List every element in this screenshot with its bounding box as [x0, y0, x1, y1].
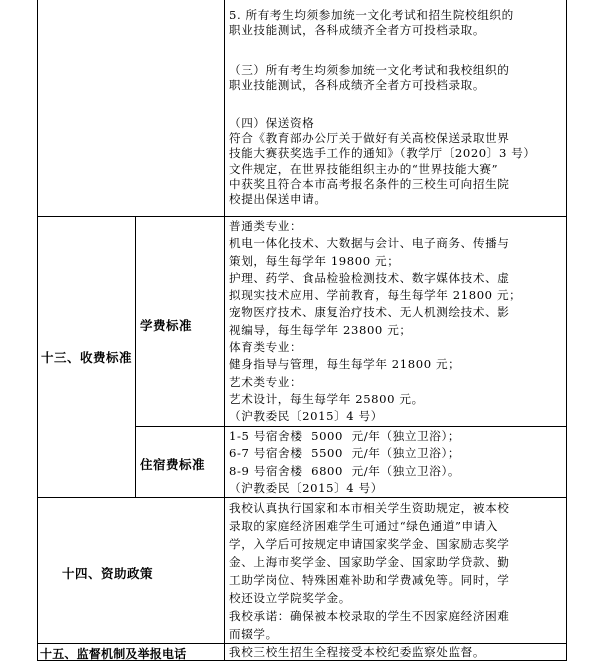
text-line: 5. 所有考生均须参加统一文化考试和招生院校组织的	[229, 8, 514, 22]
text-line: 职业技能测试，各科成绩齐全者方可投档录取。	[229, 78, 486, 93]
text-line: 我校认真执行国家和本市相关学生资助规定，被本校	[229, 501, 510, 515]
paragraph-5	[229, 8, 567, 38]
text-line: 我校三校生招生全程接受本校纪委监察处监督。	[229, 645, 486, 659]
text-line: 校提出保送申请。	[229, 192, 327, 207]
text-line: 金、上海市奖学金、国家助学金、国家助学贷款、勤	[229, 555, 510, 569]
row-divider-13-top	[37, 216, 567, 217]
text-line: 职业技能测试，各科成绩齐全者方可投档录取。	[229, 23, 486, 38]
supervision-content	[229, 645, 567, 660]
text-line: 符合《教育部办公厅关于做好有关高校保送录取世界	[229, 131, 510, 146]
column-divider-content	[224, 0, 225, 661]
row-divider-dorm-top	[135, 426, 567, 427]
text-line: 视编导，每生每学年 23800 元；	[229, 322, 412, 337]
text-line: 艺术设计，每生每学年 25800 元。	[229, 391, 424, 406]
paragraph-3	[229, 63, 567, 93]
text-line: 8-9 号宿舍楼 6800 元/年（独立卫浴）。	[229, 463, 461, 478]
text-line: 艺术类专业：	[229, 374, 303, 389]
text-line: 1-5 号宿舍楼 5000 元/年（独立卫浴）；	[229, 429, 461, 443]
section-15-label: 十五、监督机制及举报电话	[40, 647, 187, 661]
text-line: 体育类专业：	[229, 340, 303, 355]
paragraph-4-title: （四）保送资格	[229, 116, 315, 130]
text-line: 6-7 号宿舍楼 5500 元/年（独立卫浴）；	[229, 446, 461, 461]
dorm-fee-content	[229, 428, 567, 497]
row-divider-15-top	[37, 643, 567, 644]
tuition-label: 学费标准	[140, 318, 193, 333]
text-line: （沪教委民〔2015〕4 号）	[229, 409, 383, 424]
text-line: 技能大赛获奖选手工作的通知》（教学厅〔2020〕3 号）	[229, 146, 536, 161]
text-line: 策划，每生每学年 19800 元；	[229, 253, 400, 268]
text-line: 学，入学后可按规定申请国家奖学金、国家励志奖学	[229, 537, 510, 551]
aid-policy-content	[229, 499, 567, 643]
section-14-label: 十四、资助政策	[62, 566, 154, 581]
tuition-content	[229, 218, 567, 426]
text-line: 中获奖且符合本市高考报名条件的三校生可向招生院	[229, 176, 510, 191]
text-line: 护理、药学、食品检验检测技术、数字媒体技术、虚	[229, 270, 510, 285]
text-line: 文件规定，在世界技能组织主办的“世界技能大赛”	[229, 161, 499, 176]
section-13-label: 十三、收费标准	[41, 350, 133, 365]
text-line: 而辍学。	[229, 627, 278, 641]
text-line: 拟现实技术应用、学前教育，每生每学年 21800 元；	[229, 288, 522, 303]
column-divider-sub	[135, 216, 136, 497]
text-line: 校还设立学院奖学金。	[229, 591, 351, 605]
text-line: （三）所有考生均须参加统一文化考试和我校组织的	[229, 63, 510, 77]
text-line: 工助学岗位、特殊困难补助和学费减免等。同时，学	[229, 573, 510, 587]
text-line: 我校承诺：确保被本校录取的学生不因家庭经济困难	[229, 609, 510, 623]
text-line: 机电一体化技术、大数据与会计、电子商务、传播与	[229, 236, 510, 251]
table-border-left	[37, 0, 38, 661]
text-line: 宠物医疗技术、康复治疗技术、无人机测绘技术、影	[229, 305, 510, 320]
paragraph-4	[229, 116, 567, 207]
dorm-fee-label: 住宿费标准	[140, 457, 206, 472]
text-line: 录取的家庭经济困难学生可通过“绿色通道”申请入	[229, 519, 499, 533]
text-line: 健身指导与管理，每生每学年 21800 元；	[229, 357, 461, 372]
text-line: 普通类专业：	[229, 219, 303, 233]
text-line: （沪教委民〔2015〕4 号）	[229, 480, 383, 495]
